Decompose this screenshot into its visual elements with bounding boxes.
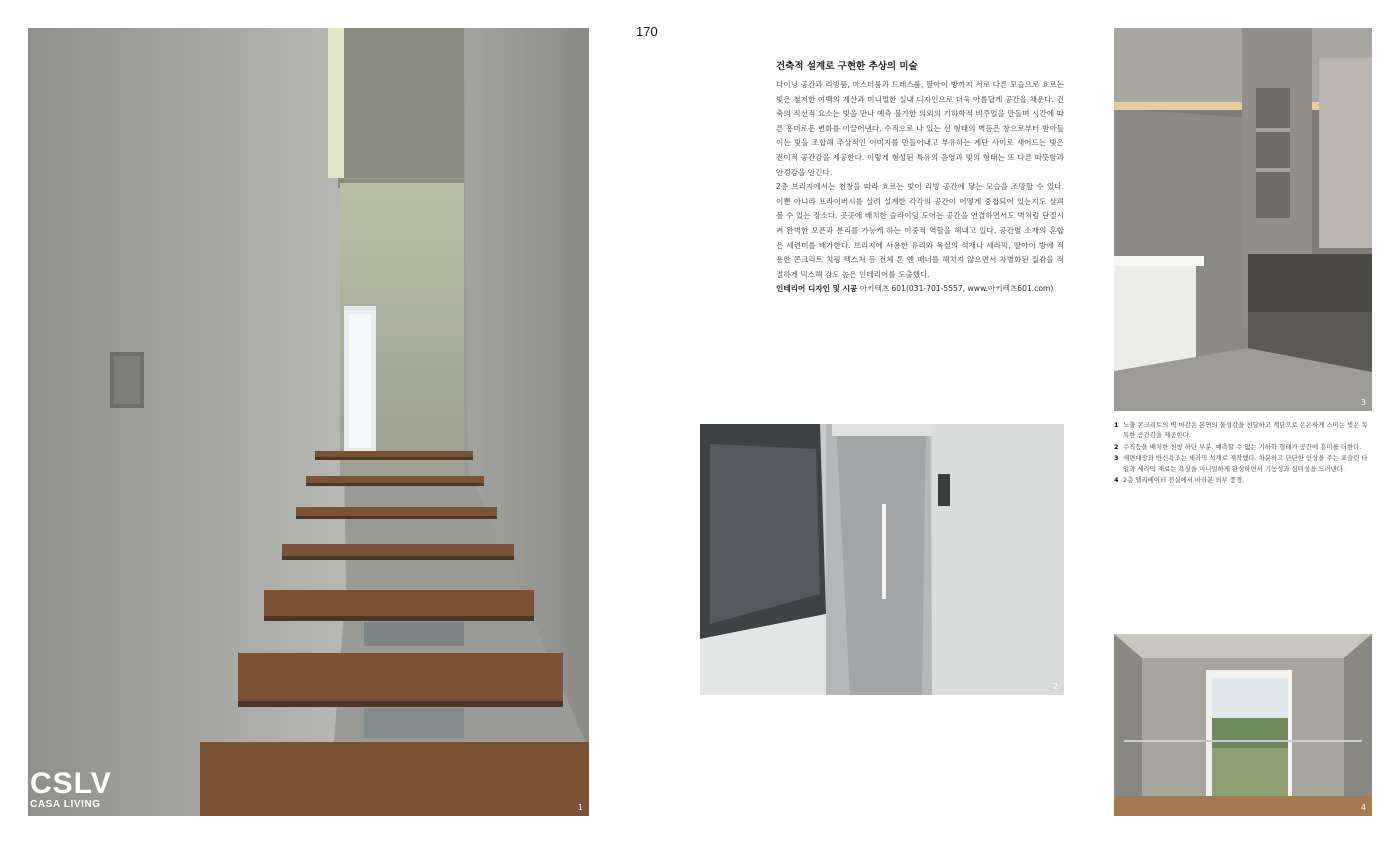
article-body: [776, 58, 1064, 297]
caption-text: 2층 엘리베이터 전실에서 바라본 외부 풍경.: [1123, 476, 1245, 485]
skylight-photo: [700, 424, 1064, 695]
caption-number: 3: [1114, 454, 1119, 463]
article-paragraph: 2층 브리지에서는 천창을 따라 흐르는 빛이 리빙 공간에 닿는 모습을 조망할 수 있다. 이뿐 아니라 프라이버시를 살려 설계한 각각의 공간이 어떻게 중첩되어 있는지도 살펴볼 수 있는 장소다. 곳곳에 배치한 슬라이딩 도어는 공간을 연결하면서도 벽처럼 단절시켜 완벽한 오픈과 분리를 가능케 하는 이중적 역할을 해내고 있다. 공간별 소재의 혼합은 세련미를 배가한다. 브리지에 사용한 유리와 욕실의 석재나 세라믹, 딸아이 방에 적용한 콘크리트 치핑 텍스처 등 전체 톤 앤 매너를 해치지 않으면서 차별화된 질감을 적절하게 믹스해 감도 높은 인테리어를 도출했다.: [776, 182, 1064, 279]
caption-item: [1114, 420, 1372, 441]
elevator-hall-image: [1114, 634, 1372, 816]
photo-number: 3: [1360, 398, 1366, 407]
logo-wordmark: CSLV: [30, 767, 112, 800]
article-title: 건축적 설계로 구현한 추상의 미술: [776, 61, 918, 72]
logo-subtitle: CASA LIVING: [30, 799, 101, 810]
caption-item: [1114, 475, 1372, 485]
magazine-logo: [30, 767, 112, 810]
article-credit: [776, 282, 1064, 297]
caption-number: 1: [1114, 421, 1119, 429]
caption-text: 노출 콘크리트의 벽 마감은 본연의 물성감을 전달하고 계단으로 은은하게 스미는 빛은 독특한 공간감을 제공한다.: [1123, 421, 1368, 440]
article-paragraph: 다이닝 공간과 리빙룸, 마스터룸과 드레스룸, 딸아이 방까지 서로 다른 모습으로 흐르는 빛은 철저한 여백의 계산과 미니멀한 실내 디자인으로 더욱 아름답게 공간을 채운다. 건축의 직선적 요소는 빛을 만나 예측 불가한 의외의 기하학적 비주얼을 만들며 시간에 따른 흥미로운 변화를 이끌어낸다. 수직으로 나 있는 선 형태의 벽등은 창으로부터 받아들이는 빛을 조합해 추상적인 이미지를 만들어내고 부유하는 계단 사이로 새어드는 빛은 전이적 공간감을 제공한다. 이렇게 형성된 특유의 음영과 빛의 형태는 또 다른 따뜻함과 안정감을 안긴다.: [776, 80, 1064, 177]
credit-label: 인테리어 디자인 및 시공: [776, 284, 858, 294]
bathroom-image: [1114, 28, 1372, 411]
photo-captions: [1114, 420, 1372, 486]
bathroom-photo: [1114, 28, 1372, 411]
elevator-hall-photo: [1114, 634, 1372, 816]
staircase-photo: [28, 28, 589, 816]
caption-number: 2: [1114, 442, 1119, 451]
credit-text: 아키텍츠 601(031-701-5557, www.아키텍츠601.com): [857, 284, 1054, 294]
caption-item: [1114, 453, 1372, 474]
page-number: 170: [636, 24, 658, 39]
skylight-image: [700, 424, 1064, 695]
caption-item: [1114, 442, 1372, 452]
staircase-image: [28, 28, 589, 816]
photo-number: 2: [1052, 682, 1058, 691]
caption-number: 4: [1114, 476, 1119, 485]
photo-number: 4: [1360, 803, 1366, 812]
caption-text: 세면대장과 반신욕조는 세라믹 석재로 제작했다. 차분하고 단단한 인상을 주는 포슬린 타일과 세라믹 재료는 욕실을 미니멀하게 완성하면서 기능성과 심미성을 드러낸다.: [1123, 454, 1368, 473]
caption-text: 수직등을 배치한 천창 하단 부분. 예측할 수 없는 기하학 형태가 공간에 흥미를 더한다.: [1123, 442, 1362, 451]
photo-number: 1: [577, 803, 583, 812]
